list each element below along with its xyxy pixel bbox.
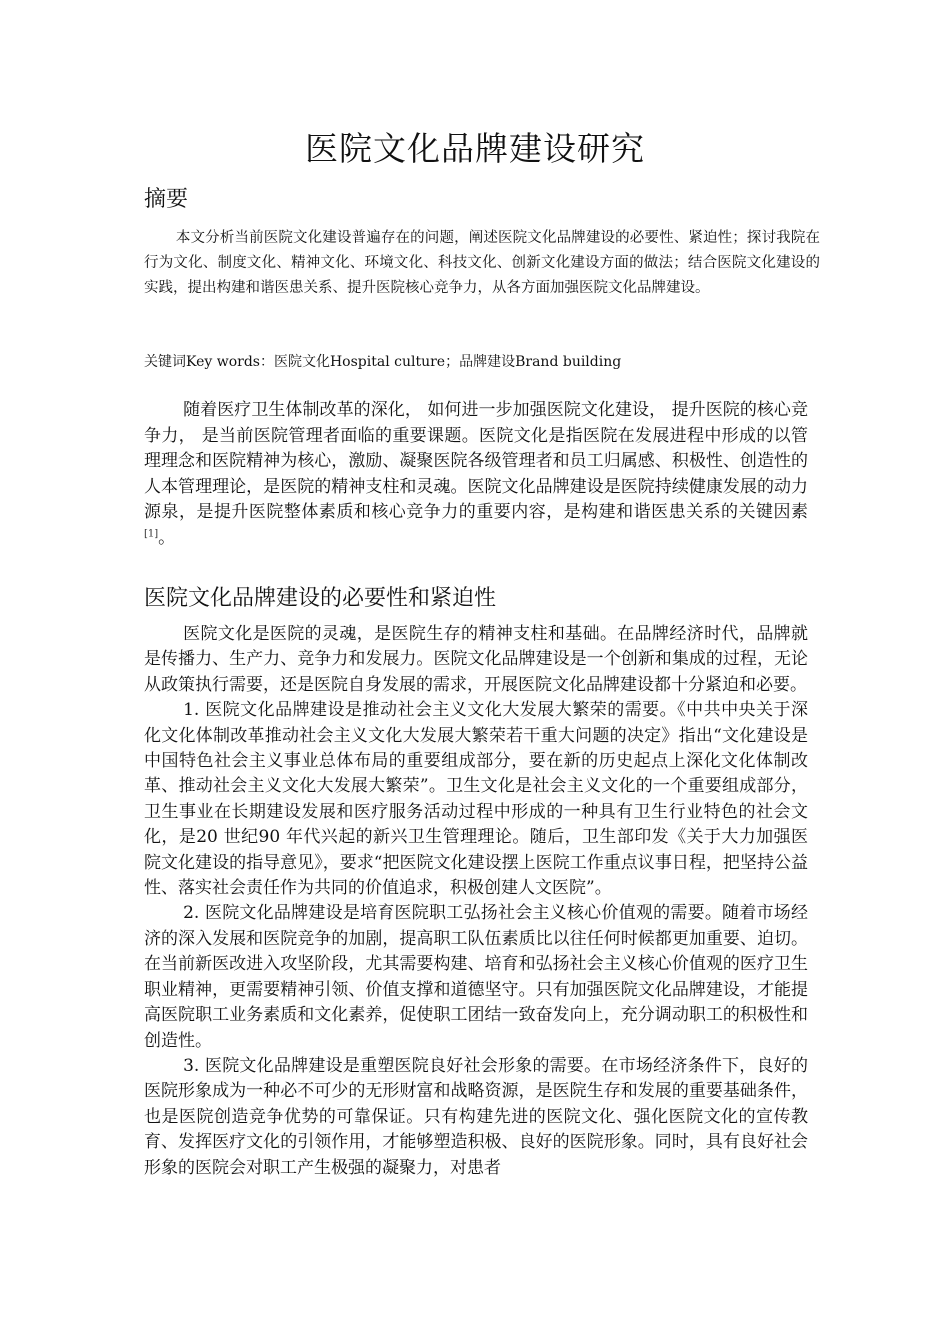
section-heading-necessity: 医院文化品牌建设的必要性和紧迫性	[144, 586, 497, 611]
section-paragraph: 3. 医院文化品牌建设是重塑医院良好社会形象的需要。在市场经济条件下，良好的医院形象成为一种必不可少的无形财富和战略资源，是医院生存和发展的重要基础条件，也是医院创造竞争优势的可靠保证。只有构建先进的医院文化、强化医院文化的宣传教育、发挥医疗文化的引领作用，才能够塑造积极、良好的医院形象。同时，具有良好社会形象的医院会对职工产生极强的凝聚力，对患者	[144, 1055, 808, 1178]
section-paragraph: 2. 医院文化品牌建设是培育医院职工弘扬社会主义核心价值观的需要。随着市场经济的深入发展和医院竞争的加剧，提高职工队伍素质比以往任何时候都更加重要、迫切。在当前新医改进入攻坚阶段，尤其需要构建、培育和弘扬社会主义核心价值观的医疗卫生职业精神，更需要精神引领、价值支撑和道德坚守。只有加强医院文化品牌建设，才能提高医院职工业务素质和文化素养，促使职工团结一致奋发向上，充分调动职工的积极性和创造性。	[144, 903, 808, 1051]
abstract-text: 本文分析当前医院文化建设普遍存在的问题，阐述医院文化品牌建设的必要性、紧迫性；探讨我院在行为文化、制度文化、精神文化、环境文化、科技文化、创新文化建设方面的做法；结合医院文化建设的实践，提出构建和谐医患关系、提升医院核心竞争力，从各方面加强医院文化品牌建设。	[144, 230, 820, 296]
intro-text: 随着医疗卫生体制改革的深化， 如何进一步加强医院文化建设， 提升医院的核心竞争力， 是当前医院管理者面临的重要课题。医院文化是指医院在发展进程中形成的以管理理念和医院精神为核心，激励、凝聚医院各级管理者和员工归属感、积极性、创造性的人本管理理论，是医院的精神支柱和灵魂。医院文化品牌建设是医院持续健康发展的动力源泉，是提升医院整体素质和核心竞争力的重要内容，是构建和谐医患关系的关键因素	[144, 400, 808, 522]
section-paragraph: 1. 医院文化品牌建设是推动社会主义文化大发展大繁荣的需要。《中共中央关于深化文化体制改革推动社会主义文化大发展大繁荣若干重大问题的决定》指出“文化建设是中国特色社会主义事业总体布局的重要组成部分，要在新的历史起点上深化文化体制改革、推动社会主义文化大发展大繁荣”。卫生文化是社会主义文化的一个重要组成部分，卫生事业在长期建设发展和医疗服务活动过程中形成的一种具有卫生行业特色的社会文化，是20 世纪90 年代兴起的新兴卫生管理理论。随后，卫生部印发《关于大力加强医院文化建设的指导意见》，要求“把医院文化建设摆上医院工作重点议事日程，把坚持公益性、落实社会责任作为共同的价值追求，积极创建人文医院”。	[144, 700, 808, 899]
intro-paragraph	[144, 398, 808, 551]
abstract-heading: 摘要	[144, 187, 189, 212]
section-body	[144, 622, 808, 1181]
keywords-line: 关键词Key words：医院文化Hospital culture；品牌建设Brand building	[144, 354, 622, 370]
intro-end: 。	[158, 527, 176, 548]
citation-ref[interactable]: [1]	[144, 527, 159, 539]
document-title: 医院文化品牌建设研究	[305, 129, 645, 168]
section-paragraph: 医院文化是医院的灵魂，是医院生存的精神支柱和基础。在品牌经济时代，品牌就是传播力、生产力、竞争力和发展力。医院文化品牌建设是一个创新和集成的过程，无论从政策执行需要，还是医院自身发展的需求，开展医院文化品牌建设都十分紧迫和必要。	[144, 624, 808, 695]
